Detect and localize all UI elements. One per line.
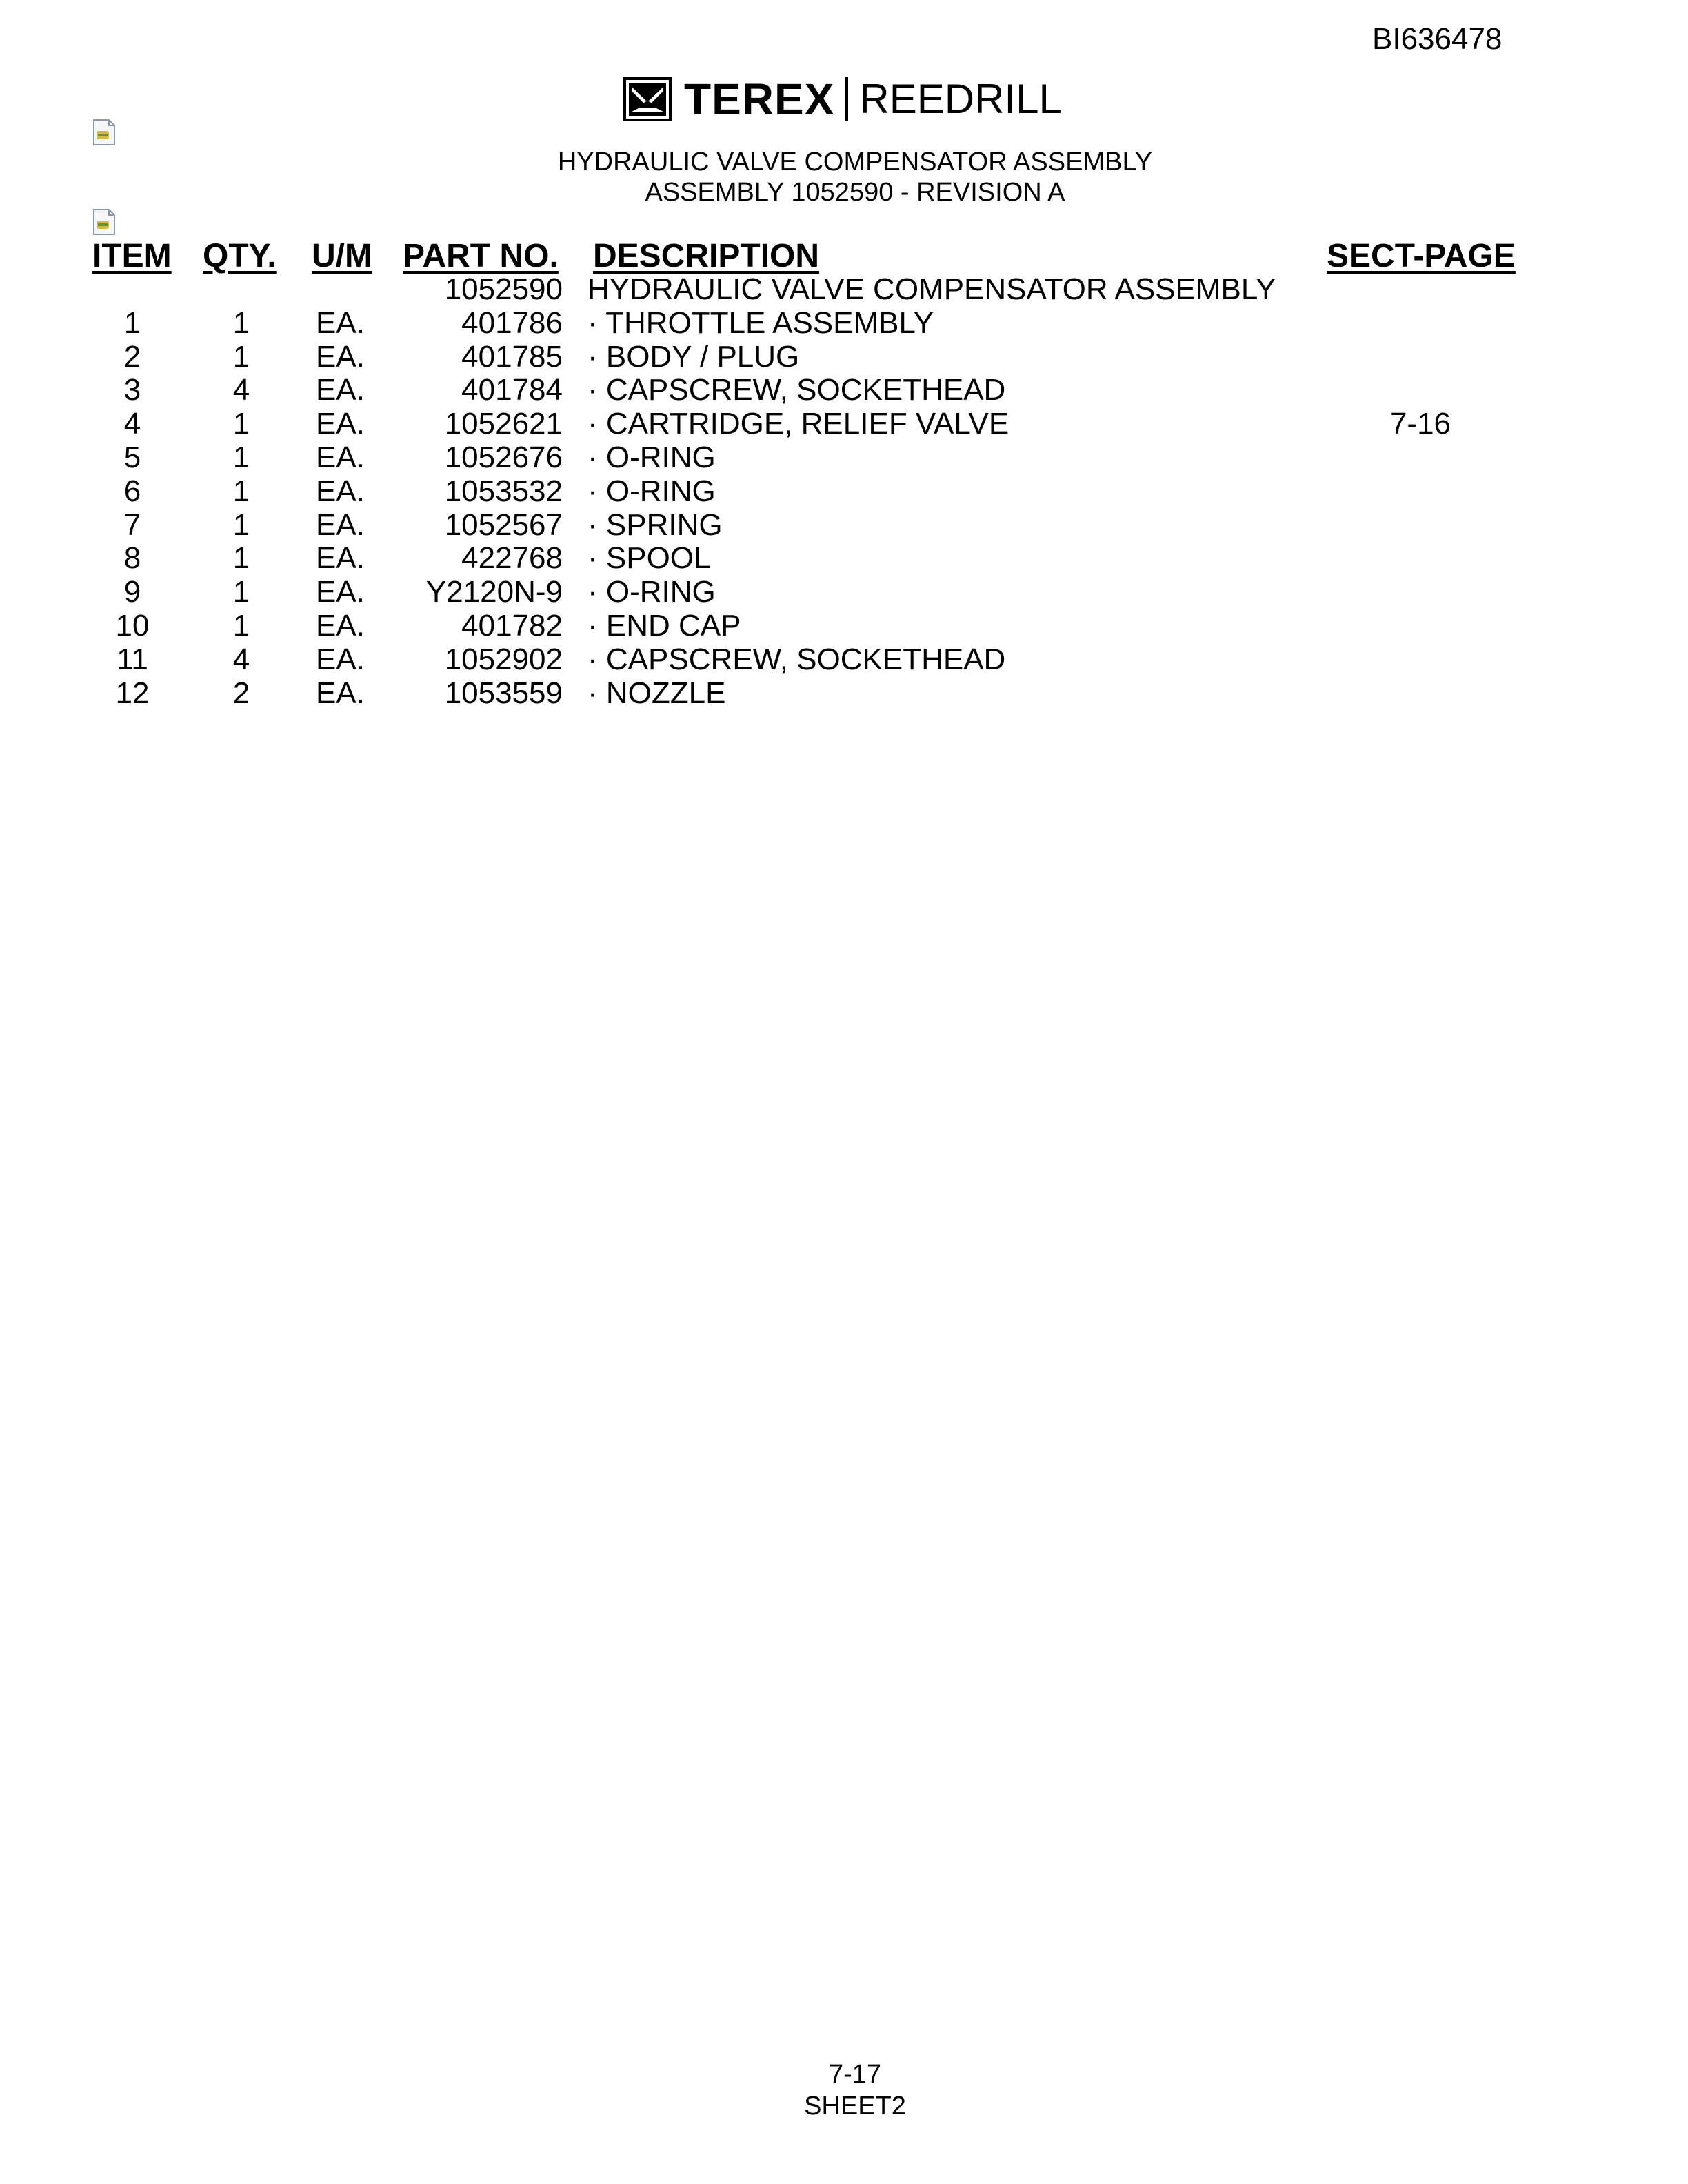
item-cell: 6 [123,474,141,508]
description-cell: HYDRAULIC VALVE COMPENSATOR ASSEMBLY [587,272,1276,306]
terex-emblem-icon [623,77,672,121]
part-no-cell: 401784 [461,373,563,407]
qty-cell: 4 [232,642,250,676]
table-row [0,509,1688,543]
qty-cell: 1 [232,474,250,508]
description-cell: · O-RING [587,440,716,474]
terex-reedrill-logo [623,72,1062,127]
description-cell: · CAPSCREW, SOCKETHEAD [587,642,1006,676]
qty-cell: 1 [232,339,250,374]
item-cell: 5 [123,440,141,474]
table-row [0,307,1688,341]
column-header-um: U/M [312,238,372,274]
part-no-cell: 401785 [461,339,563,374]
document-id: BI636478 [1372,22,1503,56]
assembly-title: HYDRAULIC VALVE COMPENSATOR ASSEMBLY [557,148,1153,176]
um-cell: EA. [316,642,365,676]
description-cell: · SPRING [587,507,723,542]
part-no-cell: 1052621 [444,407,563,441]
part-no-cell: Y2120N-9 [425,575,563,609]
part-no-cell: 1052676 [444,440,563,474]
document-attachment-icon[interactable] [91,119,117,146]
table-row [0,576,1688,609]
table-row [0,475,1688,509]
column-header-item: ITEM [92,238,172,274]
item-cell: 2 [123,339,141,374]
um-cell: EA. [316,407,365,441]
column-header-sect-page: SECT-PAGE [1327,238,1516,274]
column-header-description: DESCRIPTION [593,238,820,274]
qty-cell: 4 [232,373,250,407]
um-cell: EA. [316,339,365,374]
part-no-cell: 422768 [461,541,563,576]
sect-page-link[interactable]: 7-16 [1389,407,1451,441]
description-cell: · THROTTLE ASSEMBLY [587,305,934,340]
qty-cell: 1 [232,541,250,576]
description-cell: · SPOOL [587,541,711,576]
item-cell: 10 [115,608,150,643]
column-header-part-no: PART NO. [403,238,559,274]
parts-list [0,273,1688,710]
um-cell: EA. [316,507,365,542]
item-cell: 9 [123,575,141,609]
qty-cell: 1 [232,608,250,643]
qty-cell: 1 [232,440,250,474]
item-cell: 7 [123,507,141,542]
table-row [0,341,1688,374]
um-cell: EA. [316,373,365,407]
table-row [0,441,1688,475]
part-no-cell: 401786 [461,305,563,340]
description-cell: · CARTRIDGE, RELIEF VALVE [587,407,1009,441]
description-cell: · BODY / PLUG [587,339,800,374]
item-cell: 12 [115,676,150,710]
description-cell: · NOZZLE [587,676,726,710]
part-no-cell: 1052590 [444,272,563,306]
description-cell: · END CAP [587,608,741,643]
item-cell: 8 [123,541,141,576]
qty-cell: 1 [232,407,250,441]
um-cell: EA. [316,305,365,340]
um-cell: EA. [316,541,365,576]
table-row [0,609,1688,643]
um-cell: EA. [316,608,365,643]
description-cell: · CAPSCREW, SOCKETHEAD [587,373,1006,407]
table-row [0,643,1688,677]
part-no-cell: 1053559 [444,676,563,710]
logo-subbrand: REEDRILL [859,76,1062,122]
table-row [0,542,1688,576]
item-cell: 11 [117,642,148,676]
description-cell: · O-RING [587,575,716,609]
qty-cell: 2 [232,676,250,710]
assembly-revision: ASSEMBLY 1052590 - REVISION A [645,178,1065,207]
table-row [0,677,1688,711]
item-cell: 4 [123,407,141,441]
um-cell: EA. [316,676,365,710]
qty-cell: 1 [232,305,250,340]
part-no-cell: 1052567 [444,507,563,542]
table-row [0,273,1688,307]
column-header-qty: QTY. [203,238,277,274]
document-attachment-icon[interactable] [91,208,117,236]
qty-cell: 1 [232,575,250,609]
um-cell: EA. [316,575,365,609]
item-cell: 3 [123,373,141,407]
logo-brand: TEREX [684,74,835,124]
logo-divider [845,77,848,121]
qty-cell: 1 [232,507,250,542]
part-no-cell: 401782 [461,608,563,643]
part-no-cell: 1052902 [444,642,563,676]
table-row [0,407,1688,441]
table-row [0,374,1688,407]
item-cell: 1 [123,305,141,340]
part-no-cell: 1053532 [444,474,563,508]
um-cell: EA. [316,440,365,474]
um-cell: EA. [316,474,365,508]
sheet-label: SHEET2 [804,2092,906,2121]
page-number: 7-17 [828,2060,882,2089]
description-cell: · O-RING [587,474,716,508]
